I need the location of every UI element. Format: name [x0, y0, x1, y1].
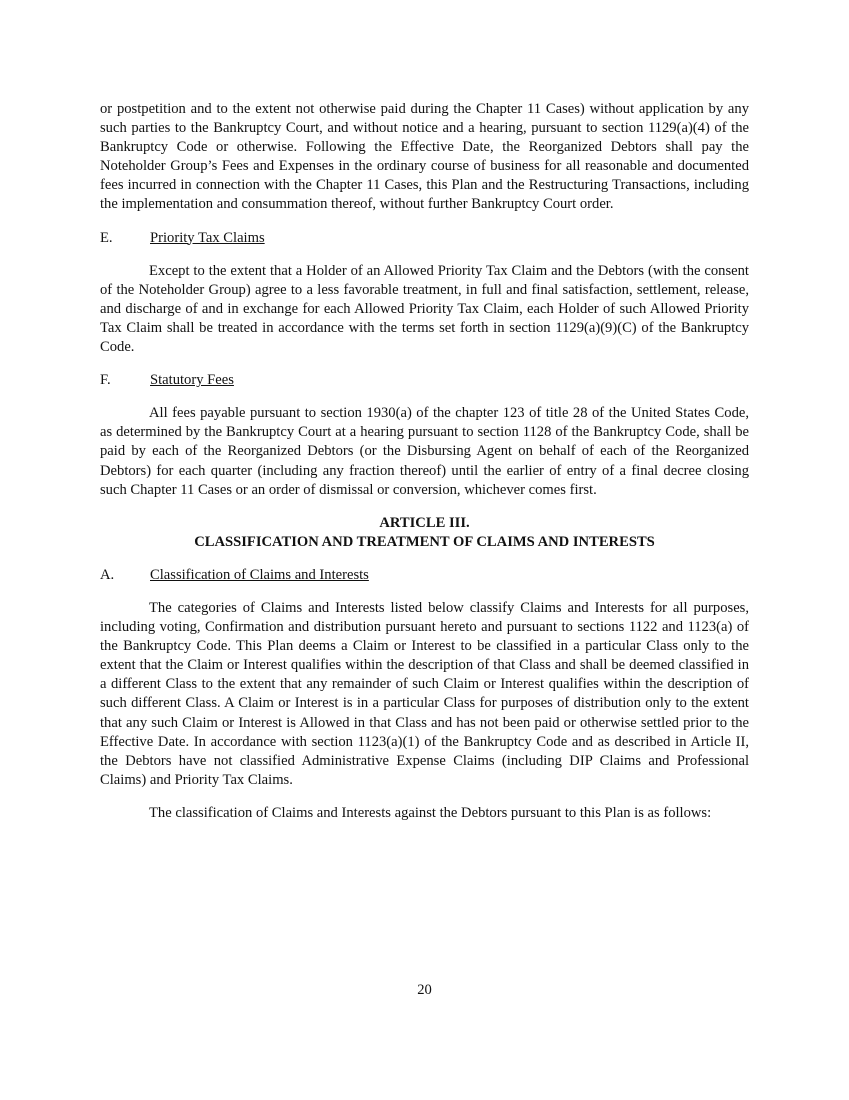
- section-f-paragraph: All fees payable pursuant to section 1930(a) of the chapter 123 of title 28 of the United States Code, as determined by the Bankruptcy Court at a hearing pursuant to section 1128 of the Bankruptcy Code, shall be paid by each of the Reorganized Debtors (or the Disbursing Agent on behalf of each of the Reorganized Debtors) for each quarter (including any fraction thereof) until the earlier of entry of a final decree closing such Chapter 11 Cases or an order of dismissal or conversion, whichever comes first.: [100, 405, 749, 498]
- document-page: [100, 100, 749, 823]
- section-title: Classification of Claims and Interests: [150, 566, 369, 583]
- section-a-paragraph-2: The classification of Claims and Interests against the Debtors pursuant to this Plan is as follows:: [149, 804, 712, 821]
- section-heading-a: [100, 566, 749, 585]
- section-a-paragraph-1: The categories of Claims and Interests listed below classify Claims and Interests for all purposes, including voting, Confirmation and distribution pursuant hereto and pursuant to sections 1122 and 1123(a) of the Bankruptcy Code. This Plan deems a Claim or Interest to be classified in a particular Class only to the extent that the Claim or Interest qualifies within the description of that Class and shall be deemed classified in a different Class to the extent that any remainder of such Claim or Interest qualifies within the description of such different Class. A Claim or Interest is in a particular Class for purposes of distribution only to the extent that any such Claim or Interest is Allowed in that Class and has not been paid or otherwise settled prior to the Effective Date. In accordance with section 1123(a)(1) of the Bankruptcy Code and as described in Article II, the Debtors have not classified Administrative Expense Claims (including DIP Claims and Professional Claims) and Priority Tax Claims.: [100, 599, 749, 788]
- article-number: ARTICLE III.: [379, 514, 470, 531]
- section-title: Priority Tax Claims: [150, 229, 265, 246]
- section-letter: F.: [100, 372, 111, 389]
- section-heading-e: [100, 229, 749, 248]
- page-number: 20: [417, 982, 432, 998]
- section-title: Statutory Fees: [150, 372, 234, 389]
- continuation-paragraph: or postpetition and to the extent not otherwise paid during the Chapter 11 Cases) without application by any such parties to the Bankruptcy Court, and without notice and a hearing, pursuant to section 1129(a)(4) of the Bankruptcy Code or otherwise. Following the Effective Date, the Reorganized Debtors shall pay the Noteholder Group’s Fees and Expenses in the ordinary course of business for all reasonable and documented fees incurred in connection with the Chapter 11 Cases, this Plan and the Restructuring Transactions, including the implementation and consummation thereof, without further Bankruptcy Court order.: [100, 101, 749, 213]
- section-e-paragraph: Except to the extent that a Holder of an Allowed Priority Tax Claim and the Debtors (with the consent of the Noteholder Group) agree to a less favorable treatment, in full and final satisfaction, settlement, release, and discharge of and in exchange for each Allowed Priority Tax Claim, each Holder of such Allowed Priority Tax Claim shall be treated in accordance with the terms set forth in section 1129(a)(9)(C) of the Bankruptcy Code.: [100, 262, 749, 356]
- section-letter: E.: [100, 229, 113, 246]
- article-title: CLASSIFICATION AND TREATMENT OF CLAIMS AND INTERESTS: [194, 533, 655, 550]
- section-letter: A.: [100, 566, 115, 583]
- section-heading-f: [100, 371, 749, 390]
